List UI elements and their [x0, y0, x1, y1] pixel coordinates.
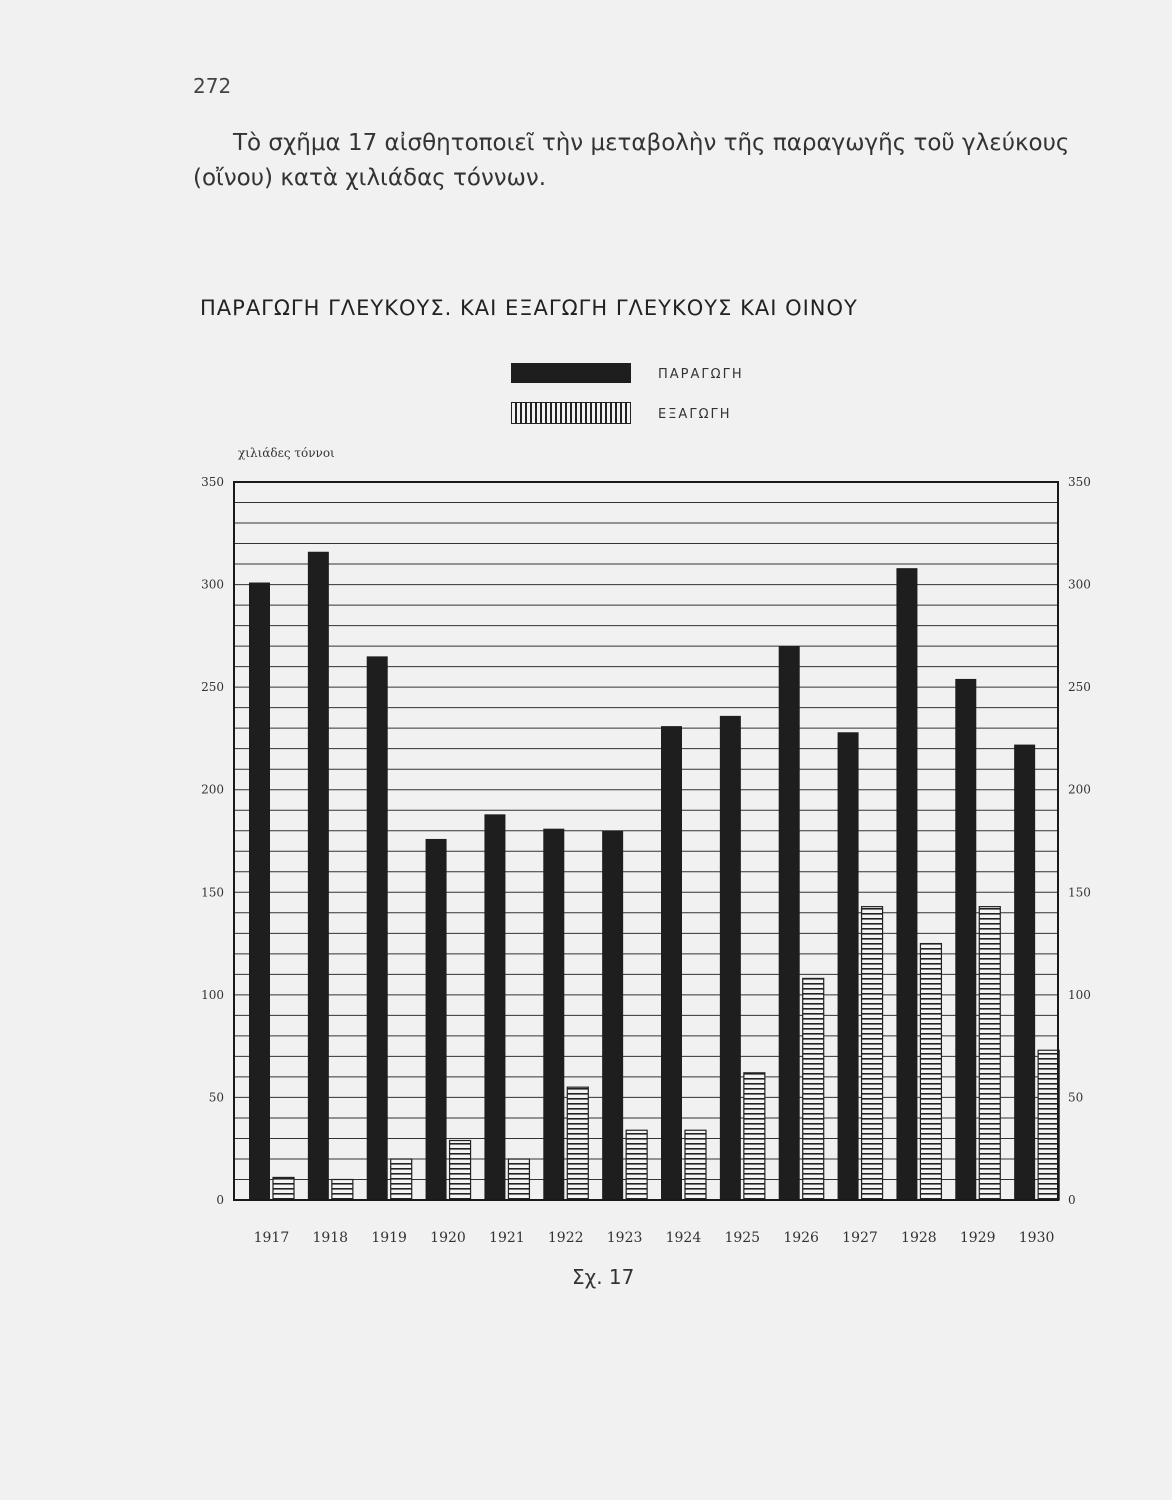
y-tick-label-right: 250: [1068, 680, 1091, 695]
x-tick-label: 1926: [783, 1230, 819, 1246]
x-tick-label: 1921: [489, 1230, 525, 1246]
bar-export: [920, 944, 941, 1200]
x-tick-label: 1919: [371, 1230, 407, 1246]
x-tick-label: 1923: [606, 1230, 643, 1246]
bar-production: [543, 829, 564, 1200]
x-tick-label: 1918: [312, 1230, 349, 1246]
bar-export: [1038, 1050, 1059, 1200]
y-tick-label-left: 350: [201, 475, 224, 489]
bar-export: [332, 1179, 353, 1200]
y-tick-label-right: 150: [1068, 885, 1091, 900]
bar-production: [367, 656, 388, 1200]
bar-production: [661, 726, 682, 1200]
x-tick-label: 1925: [724, 1230, 761, 1246]
bar-production: [720, 716, 741, 1200]
legend-label-export: ΕΞΑΓΩΓΗ: [658, 407, 732, 422]
bar-production: [602, 831, 623, 1200]
bar-export: [508, 1159, 529, 1200]
y-tick-label-right: 200: [1068, 782, 1091, 797]
bar-export: [744, 1073, 765, 1200]
bars: [249, 552, 1059, 1200]
y-tick-label-left: 50: [208, 1090, 224, 1105]
x-tick-label: 1927: [842, 1230, 878, 1246]
bar-export: [626, 1130, 647, 1200]
bar-export: [450, 1141, 471, 1200]
bar-production: [896, 568, 917, 1200]
y-tick-label-left: 200: [201, 782, 224, 797]
x-tick-label: 1922: [547, 1230, 584, 1246]
bar-export: [979, 907, 1000, 1200]
y-tick-label-right: 100: [1068, 987, 1091, 1002]
y-tick-label-left: 100: [201, 987, 224, 1002]
y-axis-unit-label: χιλιάδες τόννοι: [238, 446, 335, 460]
bar-export: [391, 1159, 412, 1200]
bar-production: [249, 583, 270, 1200]
bar-production: [308, 552, 329, 1200]
x-tick-label: 1928: [901, 1230, 937, 1246]
bar-production: [484, 814, 505, 1200]
bar-export: [803, 978, 824, 1200]
y-tick-label-right: 350: [1068, 475, 1091, 489]
y-tick-label-right: 50: [1068, 1090, 1084, 1105]
bar-production: [1014, 745, 1035, 1200]
page-number: 272: [193, 74, 232, 98]
bar-production: [426, 839, 447, 1200]
y-tick-label-left: 150: [201, 885, 224, 900]
bar-export: [567, 1087, 588, 1200]
bar-production: [838, 732, 859, 1200]
bar-export: [685, 1130, 706, 1200]
y-tick-label-right: 0: [1068, 1193, 1076, 1207]
intro-paragraph: Τὸ σχῆμα 17 αἰσθητοποιεῖ τὴν μεταβολὴν τῆς παραγωγῆς τοῦ γλεύκους (οἴνου) κατὰ χιλιάδας τόννων.: [193, 130, 1070, 191]
bar-production: [955, 679, 976, 1200]
x-tick-label: 1917: [253, 1230, 290, 1246]
y-tick-label-left: 0: [216, 1193, 224, 1207]
chart-title: ΠΑΡΑΓΩΓΗ ΓΛΕΥΚΟΥΣ. ΚΑΙ ΕΞΑΓΩΓΗ ΓΛΕΥΚΟΥΣ ΚΑΙ ΟΙΝΟΥ: [200, 296, 858, 320]
bar-export: [862, 907, 883, 1200]
bar-export: [273, 1177, 294, 1200]
y-tick-label-right: 300: [1068, 577, 1091, 592]
y-tick-label-left: 250: [201, 680, 224, 695]
y-tick-label-left: 300: [201, 577, 224, 592]
figure-caption: Σχ. 17: [572, 1265, 635, 1289]
x-tick-label: 1930: [1018, 1230, 1055, 1246]
legend-label-production: ΠΑΡΑΓΩΓΗ: [658, 367, 744, 382]
x-tick-label: 1929: [959, 1230, 996, 1246]
x-tick-label: 1924: [665, 1230, 702, 1246]
x-tick-label: 1920: [430, 1230, 466, 1246]
bar-production: [779, 646, 800, 1200]
